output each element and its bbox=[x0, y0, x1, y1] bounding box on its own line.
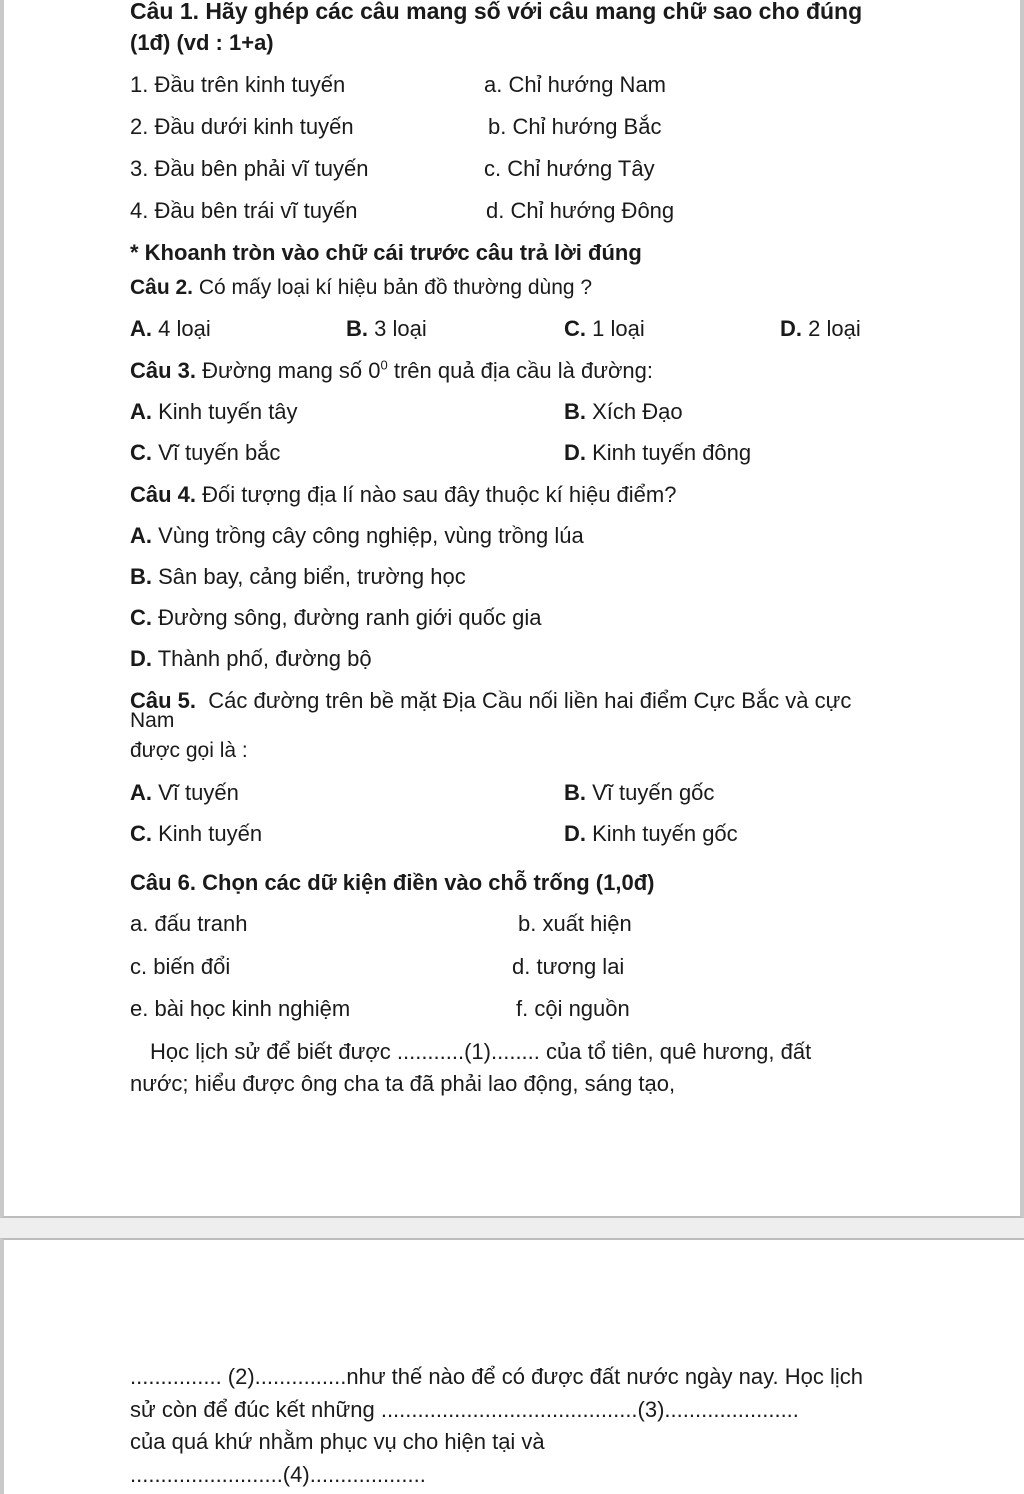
q1-left-item-4: 4. Đầu bên trái vĩ tuyến bbox=[130, 198, 358, 223]
q6-choice-f: f. cội nguồn bbox=[516, 996, 630, 1021]
q6-title: Câu 6. Chọn các dữ kiện điền vào chỗ trống (1,0đ) bbox=[130, 870, 655, 895]
q2-option-c: C. 1 loại bbox=[564, 316, 645, 341]
q6-choice-d: d. tương lai bbox=[512, 954, 625, 979]
q3-question: Câu 3. Đường mang số $0^0$ trên quả địa cầu là đường: bbox=[130, 357, 653, 383]
q3-option-d: D. Kinh tuyến đông bbox=[564, 440, 752, 465]
q2-option-d: D. 2 loại bbox=[780, 316, 861, 341]
q1-left-item-1: 1. Đầu trên kinh tuyến bbox=[130, 72, 346, 97]
q5-option-b: B. Vĩ tuyến gốc bbox=[564, 780, 715, 805]
q3-option-c: C. Vĩ tuyến bắc bbox=[130, 440, 281, 465]
q2-option-a: A. 4 loại bbox=[130, 316, 211, 341]
q5-option-d: D. Kinh tuyến gốc bbox=[564, 821, 738, 846]
q5-option-a: A. Vĩ tuyến bbox=[130, 780, 239, 805]
q5-question-line3: được gọi là : bbox=[130, 739, 248, 762]
q6-choice-e: e. bài học kinh nghiệm bbox=[130, 996, 351, 1021]
q2-option-b: B. 3 loại bbox=[346, 316, 427, 341]
q6-choice-c: c. biến đổi bbox=[130, 954, 231, 979]
instruction-heading: * Khoanh tròn vào chữ cái trước câu trả lời đúng bbox=[130, 240, 642, 265]
q2-question bbox=[130, 276, 592, 300]
document-page-2 bbox=[0, 1238, 1024, 1494]
q2-text: Có mấy loại kí hiệu bản đồ thường dùng ? bbox=[193, 276, 593, 299]
q1-right-item-a: a. Chỉ hướng Nam bbox=[484, 72, 667, 97]
q4-label: Câu 4. bbox=[130, 482, 197, 507]
q1-right-item-c: c. Chỉ hướng Tây bbox=[484, 156, 655, 181]
q2-label: Câu 2. bbox=[130, 276, 194, 299]
q1-right-item-b: b. Chỉ hướng Bắc bbox=[488, 114, 662, 139]
q6-paragraph-line2: nước; hiểu được ông cha ta đã phải lao động, sáng tạo, bbox=[130, 1071, 676, 1096]
q1-title-line2: (1đ) (vd : 1+a) bbox=[130, 30, 274, 55]
q5-question-line2: Nam bbox=[130, 709, 175, 732]
q6-paragraph-line4: sử còn để đúc kết những ..........................................(3)...................... bbox=[130, 1397, 799, 1422]
q4-question: Câu 4. Đối tượng địa lí nào sau đây thuộc kí hiệu điểm? bbox=[130, 482, 677, 507]
page-break bbox=[0, 1218, 1024, 1238]
q4-option-b: B. Sân bay, cảng biển, trường học bbox=[130, 564, 466, 589]
q6-paragraph-line5: của quá khứ nhằm phục vụ cho hiện tại và bbox=[130, 1429, 545, 1454]
q6-choice-a: a. đấu tranh bbox=[130, 911, 248, 936]
q5-question-line1: Câu 5. Các đường trên bề mặt Địa Cầu nối liền hai điểm Cực Bắc và cực bbox=[130, 688, 852, 713]
q3-label: Câu 3. bbox=[130, 358, 197, 383]
q6-paragraph-line3: ............... (2)...............như thế nào để có được đất nước ngày nay. Học lịch bbox=[130, 1364, 863, 1389]
q1-right-item-d: d. Chỉ hướng Đông bbox=[486, 198, 675, 223]
q4-option-c: C. Đường sông, đường ranh giới quốc gia bbox=[130, 605, 542, 630]
q6-paragraph-line1: Học lịch sử để biết được ...........(1)........ của tổ tiên, quê hương, đất bbox=[150, 1039, 812, 1064]
q1-left-item-2: 2. Đầu dưới kinh tuyến bbox=[130, 114, 354, 139]
q1-left-item-3: 3. Đầu bên phải vĩ tuyến bbox=[130, 156, 369, 181]
q3-option-b: B. Xích Đạo bbox=[564, 399, 683, 424]
q6-paragraph-line6: .........................(4)................... bbox=[130, 1462, 426, 1487]
q5-option-c: C. Kinh tuyến bbox=[130, 821, 263, 846]
q4-option-a: A. Vùng trồng cây công nghiệp, vùng trồng lúa bbox=[130, 523, 584, 548]
q5-label: Câu 5. bbox=[130, 688, 197, 713]
q4-option-d: D. Thành phố, đường bộ bbox=[130, 646, 372, 671]
q3-option-a: A. Kinh tuyến tây bbox=[130, 399, 298, 424]
q1-title-line1: Câu 1. Hãy ghép các câu mang số với câu mang chữ sao cho đúng bbox=[130, 0, 863, 24]
q6-choice-b: b. xuất hiện bbox=[518, 911, 632, 936]
